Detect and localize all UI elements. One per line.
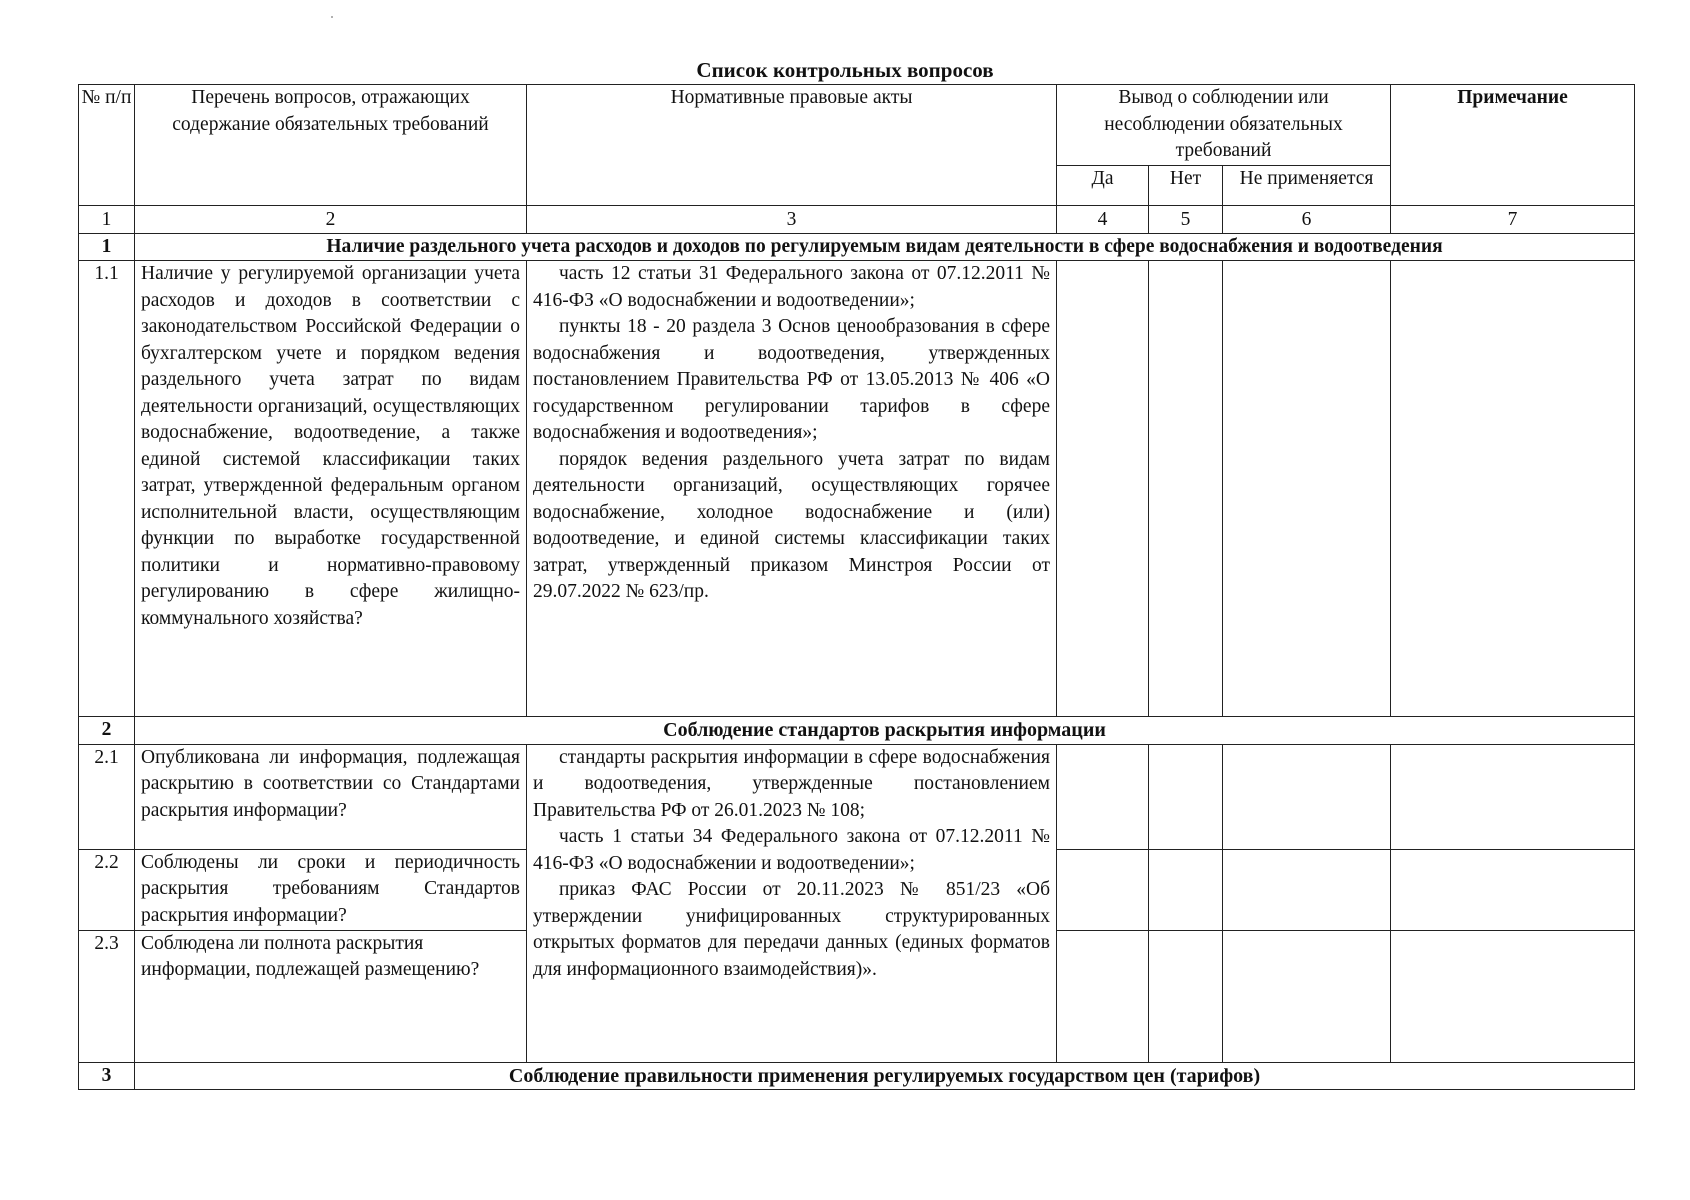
checklist-table	[78, 84, 1635, 1090]
answer-na-cell[interactable]	[1223, 930, 1391, 1062]
header-num: № п/п	[79, 85, 135, 206]
header-na: Не применяется	[1223, 165, 1391, 205]
item-acts	[527, 261, 1057, 717]
section-number: 1	[79, 233, 135, 261]
note-cell[interactable]	[1391, 849, 1635, 930]
act-paragraph: порядок ведения раздельного учета затрат по видам деятельности организаций, осуществляющих горячее водоснабжение, холодное водоснабжение и (или) водоотведение, и единой системы классификации таких затрат, утвержденный приказом Минстроя России от 29.07.2022 № 623/пр.	[533, 448, 1050, 602]
table-row	[79, 261, 1635, 717]
item-question: Соблюдена ли полнота раскрытия информации, подлежащей размещению?	[135, 930, 527, 1062]
note-cell[interactable]	[1391, 744, 1635, 849]
act-paragraph: приказ ФАС России от 20.11.2023 № 851/23 «Об утверждении унифицированных структурированных открытых форматов для передачи данных (единых форматов для информационного взаимодействия)».	[533, 879, 1050, 980]
answer-yes-cell[interactable]	[1057, 261, 1149, 717]
column-number-row	[79, 205, 1635, 233]
header-note: Примечание	[1391, 85, 1635, 206]
section-row	[79, 233, 1635, 261]
section-title: Соблюдение стандартов раскрытия информации	[135, 717, 1635, 745]
answer-na-cell[interactable]	[1223, 261, 1391, 717]
section-number: 3	[79, 1062, 135, 1090]
item-number: 2.3	[79, 930, 135, 1062]
answer-yes-cell[interactable]	[1057, 930, 1149, 1062]
column-number: 7	[1391, 205, 1635, 233]
item-number: 1.1	[79, 261, 135, 717]
column-number: 4	[1057, 205, 1149, 233]
column-number: 3	[527, 205, 1057, 233]
answer-yes-cell[interactable]	[1057, 744, 1149, 849]
item-number: 2.1	[79, 744, 135, 849]
item-question: Опубликована ли информация, подлежащая раскрытию в соответствии со Стандартами раскрытия информации?	[135, 744, 527, 849]
header-questions: Перечень вопросов, отражающих содержание обязательных требований	[135, 85, 527, 206]
scan-speck	[331, 16, 333, 18]
header-no: Нет	[1149, 165, 1223, 205]
act-paragraph: пункты 18 - 20 раздела 3 Основ ценообразования в сфере водоснабжения и водоотведения, утвержденных постановлением Правительства РФ от 13.05.2013 № 406 «О государственном регулировании тарифов в сфере водоснабжения и водоотведения»;	[533, 316, 1050, 443]
answer-no-cell[interactable]	[1149, 849, 1223, 930]
header-acts: Нормативные правовые акты	[527, 85, 1057, 206]
answer-no-cell[interactable]	[1149, 261, 1223, 717]
act-paragraph: часть 1 статьи 34 Федерального закона от 07.12.2011 № 416-ФЗ «О водоснабжении и водоотведении»;	[533, 826, 1050, 874]
section-row	[79, 1062, 1635, 1090]
header-row	[79, 85, 1635, 166]
section-title: Наличие раздельного учета расходов и доходов по регулируемым видам деятельности в сфере водоснабжения и водоотведения	[135, 233, 1635, 261]
item-question: Наличие у регулируемой организации учета расходов и доходов в соответствии с законодательством Российской Федерации о бухгалтерском учете и порядком ведения раздельного учета затрат по видам деятельности организаций, осуществляющих водоснабжение, водоотведение, а также единой системой классификации таких затрат, утвержденной федеральным органом исполнительной власти, осуществляющим функции по выработке государственной политики и нормативно-правовому регулированию в сфере жилищно-коммунального хозяйства?	[135, 261, 527, 717]
section-row	[79, 717, 1635, 745]
column-number: 1	[79, 205, 135, 233]
act-paragraph: часть 12 статьи 31 Федерального закона от 07.12.2011 № 416-ФЗ «О водоснабжении и водоотведении»;	[533, 263, 1050, 311]
section-title: Соблюдение правильности применения регулируемых государством цен (тарифов)	[135, 1062, 1635, 1090]
note-cell[interactable]	[1391, 261, 1635, 717]
answer-no-cell[interactable]	[1149, 930, 1223, 1062]
item-acts	[527, 744, 1057, 1062]
header-yes: Да	[1057, 165, 1149, 205]
act-paragraph: стандарты раскрытия информации в сфере водоснабжения и водоотведения, утвержденные постановлением Правительства РФ от 26.01.2023 № 108;	[533, 746, 1050, 821]
note-cell[interactable]	[1391, 930, 1635, 1062]
answer-yes-cell[interactable]	[1057, 849, 1149, 930]
column-number: 2	[135, 205, 527, 233]
column-number: 6	[1223, 205, 1391, 233]
item-number: 2.2	[79, 849, 135, 930]
document-title: Список контрольных вопросов	[696, 58, 994, 82]
answer-na-cell[interactable]	[1223, 849, 1391, 930]
table-row	[79, 744, 1635, 849]
section-number: 2	[79, 717, 135, 745]
answer-no-cell[interactable]	[1149, 744, 1223, 849]
column-number: 5	[1149, 205, 1223, 233]
answer-na-cell[interactable]	[1223, 744, 1391, 849]
header-conclusion: Вывод о соблюдении или несоблюдении обязательных требований	[1057, 85, 1391, 166]
item-question: Соблюдены ли сроки и периодичность раскрытия требованиям Стандартов раскрытия информации?	[135, 849, 527, 930]
